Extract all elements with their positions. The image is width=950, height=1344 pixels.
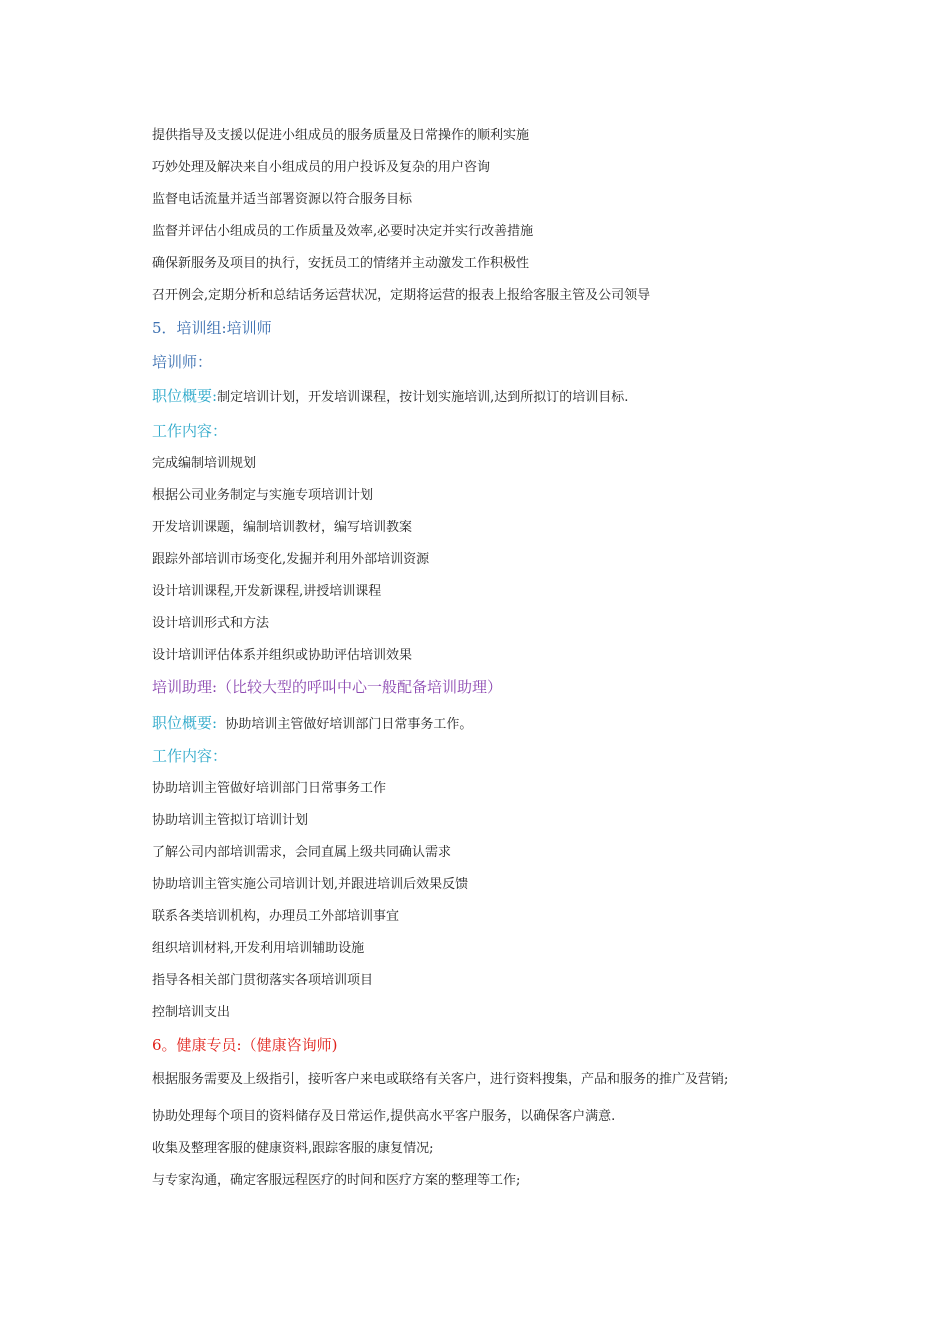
health-duty-item: 根据服务需要及上级指引，接听客户来电或联络有关客户，进行资料搜集，产品和服务的推广及营销; [152,1072,729,1087]
duty-item: 提供指导及支援以促进小组成员的服务质量及日常操作的顺利实施 [152,128,530,143]
assistant-duties-label: 工作内容： [152,747,228,765]
overview-text: 协助培训主管做好培训部门日常事务工作。 [217,717,473,732]
assistant-duty-item: 协助培训主管拟订培训计划 [152,813,309,828]
trainer-duty-item: 跟踪外部培训市场变化,发掘并利用外部培训资源 [152,552,430,567]
trainer-duties-label: 工作内容： [152,422,228,440]
assistant-duty-item: 协助培训主管实施公司培训计划,并跟进培训后效果反馈 [152,877,469,892]
assistant-duty-item: 控制培训支出 [152,1005,231,1020]
trainer-duty-item: 根据公司业务制定与实施专项培训计划 [152,488,374,503]
section-5-heading: 5．培训组:培训师 [152,319,272,337]
assistant-title: 培训助理:（比较大型的呼叫中心一般配备培训助理） [152,678,503,696]
trainer-title: 培训师： [152,353,213,371]
health-duty-item: 协助处理每个项目的资料储存及日常运作,提供高水平客户服务，以确保客户满意. [152,1109,616,1124]
duty-item: 监督并评估小组成员的工作质量及效率,必要时决定并实行改善措施 [152,224,534,239]
trainer-duty-item: 设计培训形式和方法 [152,616,270,631]
assistant-duty-item: 指导各相关部门贯彻落实各项培训项目 [152,973,374,988]
trainer-duty-item: 设计培训评估体系并组织或协助评估培训效果 [152,648,413,663]
overview-label: 职位概要: [152,387,218,405]
duty-item: 监督电话流量并适当部署资源以符合服务目标 [152,192,413,207]
overview-text: 制定培训计划，开发培训课程，按计划实施培训,达到所拟订的培训目标. [217,390,629,405]
assistant-duty-item: 了解公司内部培训需求，会同直属上级共同确认需求 [152,845,452,860]
health-duty-item: 与专家沟通，确定客服远程医疗的时间和医疗方案的整理等工作; [152,1173,521,1188]
duty-item: 确保新服务及项目的执行，安抚员工的情绪并主动激发工作积极性 [152,256,530,271]
health-duty-item: 收集及整理客服的健康资料,跟踪客服的康复情况; [152,1141,434,1156]
trainer-overview [152,386,628,407]
assistant-duty-item: 组织培训材料,开发利用培训辅助设施 [152,941,365,956]
trainer-duty-item: 开发培训课题，编制培训教材，编写培训教案 [152,520,413,535]
duty-item: 召开例会,定期分析和总结话务运营状况，定期将运营的报表上报给客服主管及公司领导 [152,288,651,303]
trainer-duty-item: 设计培训课程,开发新课程,讲授培训课程 [152,584,382,599]
duty-item: 巧妙处理及解决来自小组成员的用户投诉及复杂的用户咨询 [152,160,491,175]
section-6-heading: 6。健康专员:（健康咨询师) [152,1036,338,1054]
assistant-overview [152,713,472,734]
assistant-duty-item: 联系各类培训机构，办理员工外部培训事宜 [152,909,400,924]
overview-label: 职位概要: [152,714,218,732]
trainer-duty-item: 完成编制培训规划 [152,456,257,471]
assistant-duty-item: 协助培训主管做好培训部门日常事务工作 [152,781,387,796]
